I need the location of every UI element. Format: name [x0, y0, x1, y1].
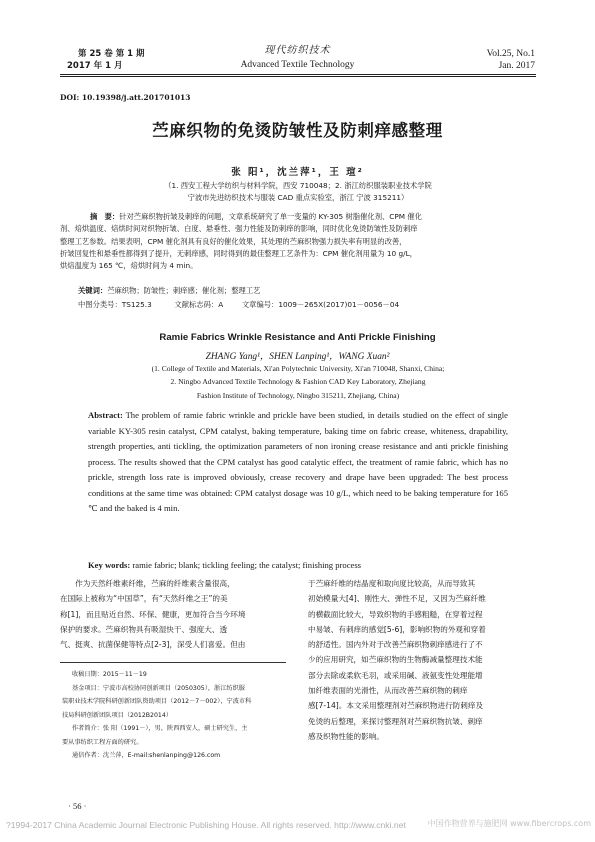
footnote-funding-cont: 装职业技术学院科研创新团队资助项目（2012－7－002），宁波市科: [62, 698, 252, 705]
copyright-watermark: ?1994-2017 China Academic Journal Electronic Publishing House. All rights reserved. http://www.cnki.net: [6, 820, 406, 830]
keywords-en: [88, 558, 528, 574]
abstract-cn-line: 整理工艺参数。结果表明，CPM 催化剂具有良好的催化效果，其处理的苎麻织物强力损失率有明显的改善，: [60, 236, 407, 246]
affiliations-cn: [60, 180, 536, 205]
body-line: 于苎麻纤维的结晶度和取向度比较高，从而导致其: [308, 579, 476, 588]
header-date-en: Jan. 2017: [498, 61, 535, 71]
abstract-en: [88, 408, 508, 517]
affiliations-en: [60, 362, 536, 402]
document-code: 文献标志码：A: [174, 300, 224, 309]
header-date-cn: 2017 年 1 月: [67, 61, 123, 71]
abstract-cn-line: 烘焙温度为 165 ℃，焙烘时间为 4 min。: [60, 261, 198, 271]
keywords-cn-label: 关键词：: [78, 286, 108, 295]
footnote-received: 收稿日期：2015－11－19: [72, 671, 147, 678]
affiliation-en-line: 2. Ningbo Advanced Textile Technology & Fashion CAD Key Laboratory, Zhejiang: [170, 377, 426, 387]
abstract-en-label: Abstract:: [88, 410, 123, 420]
affiliation-cn-line: （1. 西安工程大学纺织与材料学院，西安 710048；2. 浙江纺织服装职业技术学院: [164, 181, 432, 190]
body-line: 的舒适性。国内外对于改善苎麻织物刺痒感进行了不: [308, 640, 483, 650]
body-line: 在国际上被称为“中国草”，有“天然纤维之王”的美: [60, 594, 228, 604]
footnote-author: 作者简介：张 阳（1991－），男，陕西西安人，硕士研究生，主: [72, 725, 248, 732]
body-line: 保护的要求。苎麻织物具有吸湿快干、强度大、透: [60, 624, 228, 634]
abstract-cn-line: 折皱回复性和悬垂性都得到了提升，无刺痒感，同时得到的最佳整理工艺条件为：CPM 催化剂用量为 10 g/L，: [60, 248, 417, 258]
clc-number: 中图分类号：TS125.3: [78, 300, 152, 309]
header-rule-bottom: [60, 76, 536, 77]
title-cn: 苎麻织物的免烫防皱性及防刺痒感整理: [152, 121, 443, 140]
body-left-column: [60, 576, 288, 652]
abstract-cn-line: 针对苎麻织物折皱及刺痒的问题，文章系统研究了单一变量的 KY-305 树脂催化剂、CPM 催化: [119, 212, 423, 221]
body-line: 感[7-14]。本文采用整理剂对苎麻织物进行防刺痒及: [308, 701, 484, 711]
footnote-author-cont: 要从事纺织工程方面的研究。: [62, 738, 143, 746]
body-line: 初始模量大[4]、刚性大、弹性不足，又因为苎麻纤维: [308, 594, 486, 604]
header-journal-cn: 现代纺织技术: [264, 45, 331, 56]
article-number: 文章编号：1009－265X(2017)01－0056－04: [241, 300, 400, 309]
footnote-corresponding: 通信作者：沈兰萍，E-mail:shenlanping@126.com: [72, 752, 221, 759]
body-line: 少的应用研究，如苎麻织物的生物酶减量整理技术能: [308, 655, 483, 665]
footnote-rule: [60, 662, 286, 663]
body-line: 作为天然纤维素纤维，苎麻的纤维素含量很高，: [60, 579, 235, 588]
abstract-cn-label: 摘 要：: [90, 212, 120, 221]
header-rule-top: [60, 74, 536, 75]
header-volume-cn: 第 25 卷 第 1 期: [78, 49, 145, 59]
header-journal-en: Advanced Textile Technology: [240, 60, 355, 70]
affiliation-en-line: (1. College of Textile and Materials, Xi'an Polytechnic University, Xi'an 710048, Shanxi, China;: [151, 364, 445, 373]
title-en: Ramie Fabrics Wrinkle Resistance and Anti Prickle Finishing: [159, 332, 436, 343]
header-volume-en: Vol.25, No.1: [486, 49, 535, 59]
body-line: 感及织物性能的影响。: [308, 731, 384, 741]
doi: DOI: 10.19398/j.att.201701013: [60, 93, 191, 102]
classification-row: [78, 299, 399, 311]
keywords-en-text: ramie fabric; blank; tickling feeling; the catalyst; finishing process: [132, 560, 362, 570]
abstract-en-text: The problem of ramie fabric wrinkle and prickle have been studied, in details studied on the effect of single variable KY-305 resin catalyst, CPM catalyst, baking temperature, baking time on fabric crease, whiteness, drapability, strength properties, anti tickling, the optimization parameters of non ironing crease resistance and anti prickle finishing process. The results showed that the CPM catalyst has good catalytic effect, the treatment of ramie fabric, which has no prickle, strength loss rate is improved obviously, crease recovery and drape have been upgraded: The best process conditions at the same time was obtained: CPM catalyst dosage was 10 g/L, which need to be baking temperature for 165 ℃ and the baked is 4 min.: [88, 410, 508, 513]
footnote-funding-cont: 技局科研创新团队项目（2012B2014）: [62, 711, 172, 719]
body-line: 气、挺爽、抗菌保健等特点[2-3]，深受人们喜爱。但由: [60, 640, 246, 650]
body-line: 中易皱、有刺痒的感觉[5-6]，影响织物的外观和穿着: [308, 624, 486, 634]
page-number: · 56 ·: [68, 801, 87, 811]
body-line: 称[1]，而且贴近自然、环保、健康，更加符合当今环境: [60, 609, 246, 619]
site-watermark: 中国作物营养与施肥网 www.fibercrops.com: [427, 819, 591, 828]
abstract-cn-line: 剂、焙烘温度、焙烘时间对织物折皱、白度、悬垂性、强力性能及防刺痒的影响，同时优化免烫防皱性及防刺痒: [60, 224, 418, 234]
footnote-funding: 基金项目：宁波市高校协同创新项目（2050305），浙江纺织服: [72, 684, 245, 692]
authors-cn: 张 阳¹，沈兰萍¹，王 瑄²: [231, 167, 364, 178]
body-line: 部分去除或柔软毛羽，或采用碱、液氨变性处理能增: [308, 670, 483, 680]
footnotes: [62, 668, 290, 763]
affiliation-en-line: Fashion Institute of Technology, Ningbo 315211, Zhejiang, China): [196, 390, 400, 400]
body-line: 加纤维表面的光滑性，从而改善苎麻织物的刺痒: [308, 686, 468, 696]
body-line: 免烫的后整理，来探讨整理剂对苎麻织物抗皱、刺痒: [308, 716, 483, 726]
authors-en: ZHANG Yang¹，SHEN Lanping¹，WANG Xuan²: [205, 352, 390, 362]
abstract-cn: [60, 211, 545, 272]
keywords-cn: [78, 285, 260, 297]
keywords-en-label: Key words:: [88, 560, 131, 570]
body-right-column: [308, 576, 536, 744]
keywords-cn-text: 苎麻织物；防皱性；刺痒感；催化剂；整理工艺: [107, 286, 261, 295]
affiliation-cn-line: 宁波市先进纺织技术与服装 CAD 重点实验室，浙江 宁波 315211）: [187, 193, 409, 203]
body-line: 的横截面比较大，导致织物的手感粗糙，在穿着过程: [308, 609, 483, 619]
